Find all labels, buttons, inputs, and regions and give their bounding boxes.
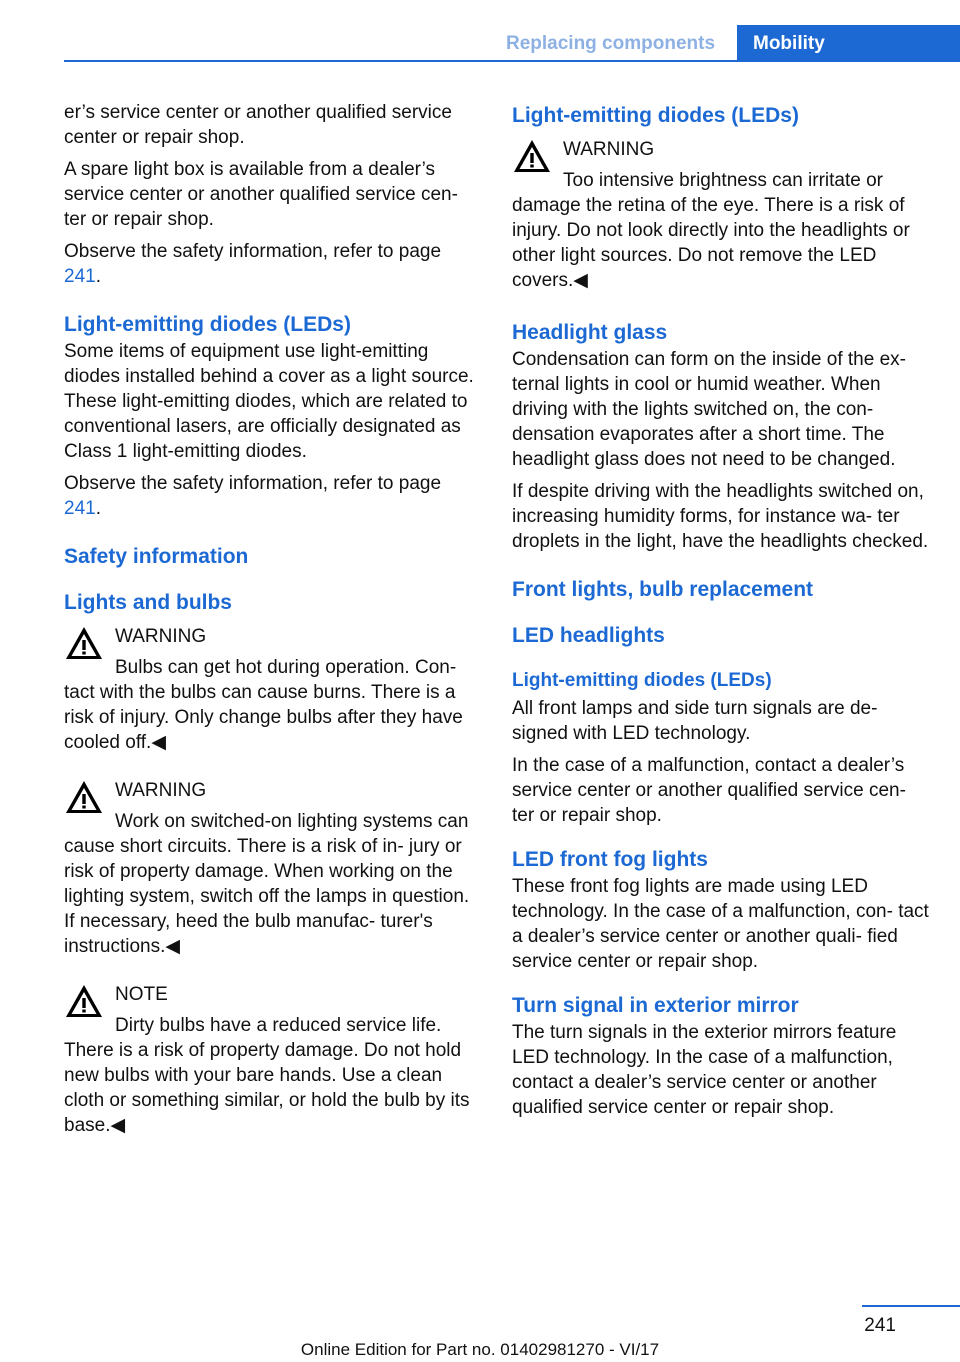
- paragraph-text: A spare light box is available from a dealer’s service center or another qualified service cen‐ ter or repair shop.: [64, 159, 458, 230]
- warning-triangle-icon: [64, 779, 104, 815]
- callout-title: WARNING: [563, 139, 655, 160]
- page-link[interactable]: 241: [64, 498, 96, 519]
- callout-title: WARNING: [115, 780, 207, 801]
- header-section-title: Replacing components: [505, 33, 716, 54]
- warning-triangle-icon: [512, 138, 552, 174]
- paragraph: In the case of a malfunction, contact a dealer’s service center or another qualified service cen‐ ter or repair shop.: [512, 755, 906, 826]
- edition-footer: Online Edition for Part no. 01402981270 - VI/17: [300, 1340, 660, 1359]
- warning-callout: [512, 136, 930, 293]
- warning-triangle-icon: [64, 983, 104, 1019]
- header-chapter-tab: Mobility: [737, 25, 960, 62]
- heading-turn-signal: Turn signal in exterior mirror: [512, 994, 799, 1017]
- heading-leds: Light-emitting diodes (LEDs): [512, 104, 799, 127]
- paragraph: [64, 471, 482, 521]
- paragraph: All front lamps and side turn signals are de‐ signed with LED technology.: [512, 698, 878, 744]
- paragraph: The turn signals in the exterior mirrors feature LED technology. In the case of a malfunction, contact a dealer’s service center or another qualified service center or repair shop.: [512, 1022, 897, 1118]
- footer-rule: [862, 1305, 960, 1307]
- paragraph-text: .: [95, 498, 101, 519]
- page-link[interactable]: 241: [64, 266, 96, 287]
- paragraph: These front fog lights are made using LED technology. In the case of a malfunction, con‐ tact a dealer’s service center or another quali‐ fied service center or repair shop.: [512, 876, 929, 972]
- heading-fog-lights: LED front fog lights: [512, 848, 708, 871]
- heading-safety-information: Safety information: [64, 545, 249, 568]
- warning-triangle-icon: [64, 625, 104, 661]
- callout-body: Too intensive brightness can irritate or damage the retina of the eye. There is a risk of injury. Do not look directly into the headlights or other light sources. Do not remove the LED covers.◀: [512, 170, 910, 291]
- paragraph: If despite driving with the headlights switched on, increasing humidity forms, for instance wa‐ ter droplets in the light, have the headlights checked.: [512, 481, 929, 552]
- paragraph: Some items of equipment use light-emitting diodes installed behind a cover as a light source. These light-emitting diodes, which are related to conventional lasers, are officially designated as Class 1 light-emitting diodes.: [64, 341, 474, 462]
- paragraph-text: Observe the safety information, refer to page: [64, 241, 442, 262]
- callout-body: Bulbs can get hot during operation. Con‐ tact with the bulbs can cause burns. There is a risk of injury. Only change bulbs after they have cooled off.◀: [64, 657, 463, 753]
- callout-body: Work on switched-on lighting systems can cause short circuits. There is a risk of in‐ jury or risk of property damage. When working on the lighting system, switch off the lamps in question. If necessary, heed the bulb manufac‐ turer's instructions.◀: [64, 811, 470, 957]
- callout-title: NOTE: [115, 984, 168, 1005]
- heading-lights-and-bulbs: Lights and bulbs: [64, 591, 232, 614]
- header-rule: [64, 60, 960, 62]
- left-column: [64, 100, 482, 1144]
- callout-body: Dirty bulbs have a reduced service life. There is a risk of property damage. Do not hold new bulbs with your bare hands. Use a clean cloth or something similar, or hold the bulb by its base.◀: [64, 1015, 470, 1136]
- warning-callout: [64, 777, 482, 959]
- callout-title: WARNING: [115, 626, 207, 647]
- heading-headlight-glass: Headlight glass: [512, 321, 668, 344]
- paragraph: [64, 239, 482, 289]
- paragraph-text: Observe the safety information, refer to page: [64, 473, 442, 494]
- paragraph: Condensation can form on the inside of the ex‐ ternal lights in cool or humid weather. When driving with the lights switched on, the con‐ densation evaporates after a short time. The headlight glass does not need to be changed.: [512, 349, 906, 470]
- paragraph: er’s service center or another qualified service center or repair shop.: [64, 102, 452, 148]
- heading-leds: Light-emitting diodes (LEDs): [64, 313, 351, 336]
- paragraph-text: .: [95, 266, 101, 287]
- heading-leds-sub: Light-emitting diodes (LEDs): [512, 670, 772, 691]
- page-number: 241: [864, 1315, 896, 1336]
- warning-callout: [64, 623, 482, 755]
- heading-led-headlights: LED headlights: [512, 624, 665, 647]
- paragraph: [64, 157, 482, 232]
- note-callout: [64, 981, 482, 1138]
- heading-front-lights: Front lights, bulb replacement: [512, 578, 814, 601]
- right-column: [512, 100, 930, 1127]
